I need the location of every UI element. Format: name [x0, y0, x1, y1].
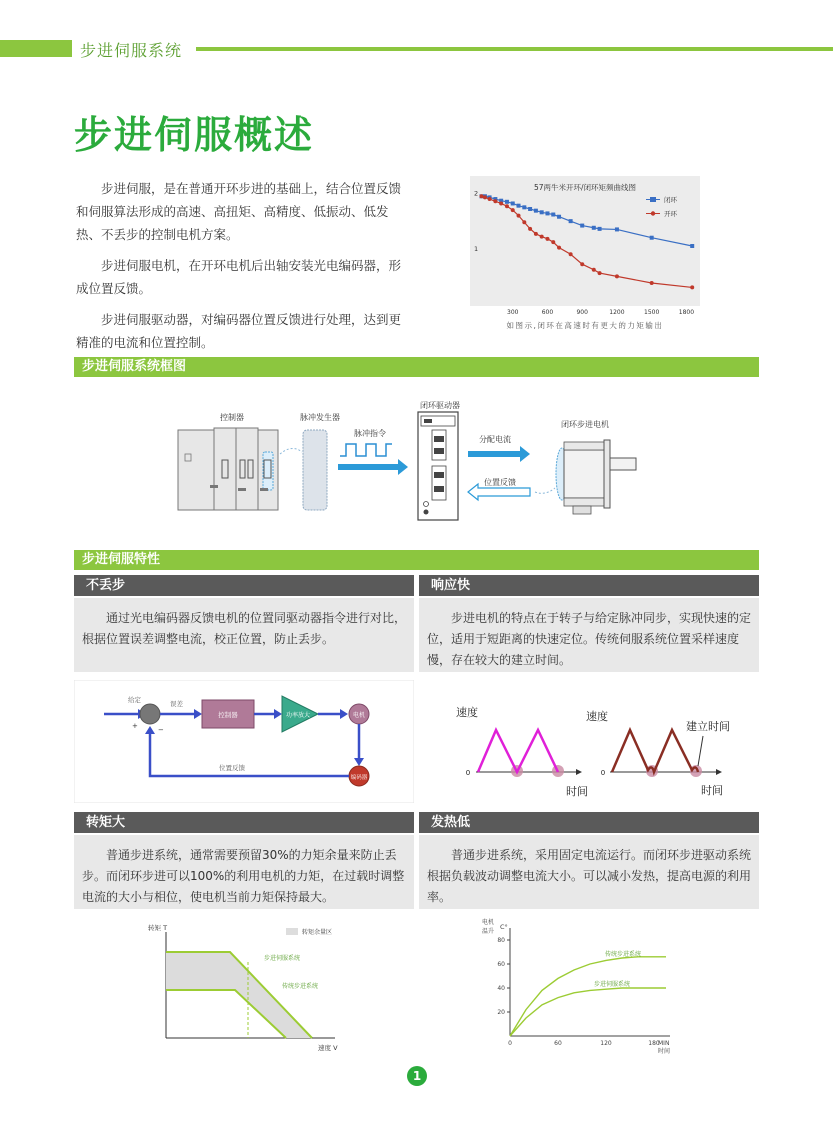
response-speed-diagram: [440, 700, 740, 805]
data-point: [499, 201, 503, 205]
data-point: [505, 204, 509, 208]
feature-title-low-heat: 发热低: [419, 812, 759, 833]
pulse-command-label: 脉冲指令: [354, 429, 386, 438]
feedback-label: 位置反馈: [484, 478, 516, 487]
data-point: [528, 227, 532, 231]
driver-label: 闭环驱动器: [420, 401, 460, 410]
x-tick-label: 60: [554, 1040, 562, 1047]
pulse-generator-label: 脉冲发生器: [300, 413, 340, 422]
y-tick-label: 60: [497, 961, 505, 968]
torque-frequency-chart: [470, 176, 702, 336]
section-bar-block-diagram: 步进伺服系统框图: [74, 357, 759, 377]
encoder-node-label: 编码器: [350, 775, 368, 781]
data-point: [592, 268, 596, 272]
pulse-generator: [303, 430, 327, 510]
data-point: [650, 281, 654, 285]
section-bar-features: 步进伺服特性: [74, 550, 759, 570]
data-point: [557, 215, 561, 219]
data-point: [569, 252, 573, 256]
data-point: [690, 285, 694, 289]
data-point: [534, 209, 538, 213]
motor-label: 闭环步进电机: [561, 420, 609, 429]
plus-sign: +: [132, 722, 138, 730]
intro-paragraph: 步进伺服电机，在开环电机后出轴安装光电编码器，形成位置反馈。: [76, 258, 402, 296]
data-point: [545, 237, 549, 241]
data-point: [540, 210, 544, 214]
legend-closed: 闭环: [664, 196, 677, 204]
amplifier-label: 功率放大: [285, 712, 311, 719]
data-point: [517, 204, 521, 208]
given-label: 给定: [128, 696, 141, 704]
page-title: 步进伺服概述: [74, 113, 315, 157]
header-title: 步进伺服系统: [80, 41, 183, 60]
y-tick-label: 2: [474, 189, 479, 198]
data-point: [551, 213, 555, 217]
data-point: [598, 271, 602, 275]
data-point: [545, 211, 549, 215]
temp-axis-label-2: 温升: [482, 928, 495, 935]
time-unit: MIN: [658, 1040, 670, 1047]
data-point: [615, 274, 619, 278]
servo-speed-curve: [612, 730, 698, 772]
data-point: [580, 224, 584, 228]
closed-loop-control-diagram: [74, 680, 414, 803]
x-tick-label: 1800: [678, 309, 695, 316]
data-point: [580, 262, 584, 266]
torque-speed-chart: [140, 918, 370, 1058]
data-point: [592, 226, 596, 230]
temp-axis-label-1: 电机: [482, 919, 495, 926]
zero-label-left: 0: [465, 769, 471, 777]
chart-caption: 如图示,闭环在高速时有更大的力矩输出: [506, 321, 664, 330]
y-tick-label: 20: [497, 1009, 505, 1016]
stepper-curve-label: 传统步进系统: [282, 983, 319, 990]
time-label-right: 时间: [701, 784, 723, 797]
data-point: [505, 200, 509, 204]
feature-text-fast-response: 步进电机的特点在于转子与给定脉冲同步，实现快速的定位，适用于短距离的快速定位。传统伺服系统位置采样速度慢，存在较大的建立时间。: [419, 598, 759, 672]
data-point: [615, 227, 619, 231]
intro-paragraph: 步进伺服，是在普通开环步进的基础上，结合位置反馈和伺服算法形成的高速、高扭矩、高精度、低振动、低发热、不丢步的控制电机方案。: [76, 181, 402, 242]
data-point: [598, 227, 602, 231]
torque-axis-label: 转矩 T: [148, 924, 168, 932]
x-tick-label: 300: [507, 309, 519, 316]
intro-paragraph: 步进伺服驱动器，对编码器位置反馈进行处理，达到更精准的电流和位置控制。: [76, 312, 402, 350]
data-point: [522, 220, 526, 224]
series-line: [510, 957, 666, 1036]
feature-title-high-torque: 转矩大: [74, 812, 414, 833]
data-point: [557, 246, 561, 250]
closed-loop-driver: [418, 412, 458, 520]
motor-node-label: 电机: [352, 712, 366, 719]
current-arrow: [468, 446, 530, 462]
pulse-waveform: [340, 444, 392, 456]
x-tick-label: 1200: [609, 309, 625, 316]
reserve-legend-swatch: [286, 928, 298, 935]
data-point: [483, 195, 487, 199]
feature-title-fast-response: 响应快: [419, 575, 759, 596]
zero-label-right: 0: [600, 769, 606, 777]
data-point: [517, 214, 521, 218]
data-point: [522, 205, 526, 209]
intro-text: [76, 177, 406, 362]
feature-text-no-step-loss: 通过光电编码器反馈电机的位置同驱动器指令进行对比，根据位置误差调整电流，校正位置，防止丢步。: [74, 598, 414, 672]
data-point: [569, 219, 573, 223]
data-point: [540, 235, 544, 239]
x-tick-label: 600: [541, 309, 554, 316]
x-tick-label: 900: [576, 309, 588, 316]
feature-text-high-torque: 普通步进系统，通常需要预留30%的力矩余量来防止丢步。而闭环步进可以100%的利用电机的力矩，在过载时调整电流的大小与相位，使电机当前力矩保持最大。: [74, 835, 414, 909]
speed-axis-label: 速度 V: [318, 1044, 338, 1052]
trad-curve-label: 传统步进系统: [605, 951, 642, 958]
legend-swatch-open: [651, 211, 655, 215]
time-label-left: 时间: [566, 785, 588, 798]
legend-open: 开环: [664, 210, 677, 218]
speed-label-left: 速度: [456, 706, 478, 719]
feature-title-no-step-loss: 不丢步: [74, 575, 414, 596]
y-tick-label: 1: [474, 244, 479, 253]
data-point: [551, 240, 555, 244]
data-point: [534, 232, 538, 236]
temp-unit: C°: [500, 923, 508, 931]
feedback-path-label: 位置反馈: [219, 764, 245, 772]
speed-label-right: 速度: [586, 710, 608, 723]
time-label: 时间: [658, 1048, 671, 1055]
chart-title: 57两牛米开环/闭环矩频曲线图: [533, 183, 637, 192]
header-rule: [196, 47, 833, 51]
data-point: [511, 201, 515, 205]
x-tick-label: 0: [508, 1040, 512, 1047]
controller-label: 控制器: [220, 413, 244, 422]
servo-curve-label: 步进伺服系统: [264, 955, 301, 962]
header-accent-bar: [0, 40, 72, 57]
block-diagram: [170, 392, 670, 527]
x-tick-label: 1500: [644, 309, 660, 316]
controller-block-label: 控制器: [218, 711, 238, 719]
closed-loop-motor: [556, 440, 636, 514]
minus-sign: −: [158, 726, 164, 734]
error-label: 误差: [170, 700, 183, 708]
x-tick-label: 120: [600, 1040, 612, 1047]
summing-junction: [140, 704, 160, 724]
series-line: [510, 988, 666, 1036]
data-point: [493, 199, 497, 203]
y-tick-label: 40: [497, 985, 505, 992]
settle-time-label: 建立时间: [686, 720, 730, 733]
x-tick-label: 180: [648, 1040, 660, 1047]
temperature-rise-chart: [470, 914, 710, 1059]
feature-text-low-heat: 普通步进系统，采用固定电流运行。而闭环步进驱动系统根据负载波动调整电流大小。可以减小发热，提高电源的利用率。: [419, 835, 759, 909]
controller-plc: [178, 428, 278, 510]
page-number: 1: [407, 1066, 427, 1086]
pulse-arrow: [338, 459, 408, 475]
servo-curve-label: 步进伺服系统: [594, 981, 631, 988]
data-point: [690, 244, 694, 248]
data-point: [488, 197, 492, 201]
data-point: [479, 194, 483, 198]
data-point: [528, 207, 532, 211]
reserve-legend: 转矩余量区: [302, 929, 333, 936]
data-point: [511, 208, 515, 212]
alloc-current-label: 分配电流: [479, 435, 511, 444]
data-point: [650, 236, 654, 240]
y-tick-label: 80: [497, 937, 505, 944]
